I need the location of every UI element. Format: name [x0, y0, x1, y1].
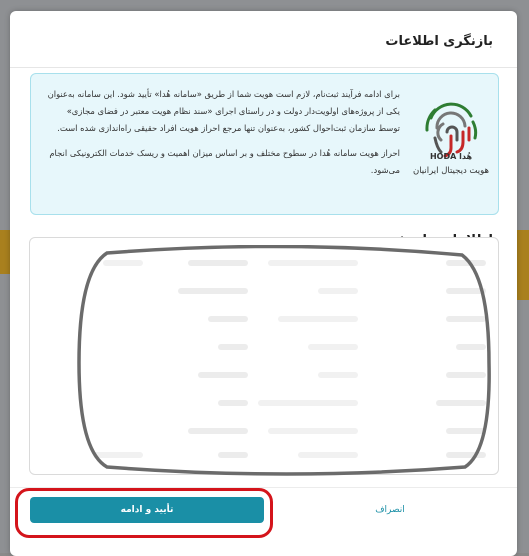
- title-divider: [10, 67, 517, 68]
- entered-info-table: [29, 237, 499, 475]
- review-dialog: [10, 11, 517, 556]
- redacted-label: [218, 400, 248, 406]
- logo-wordmark: [411, 152, 491, 161]
- redacted-label: [208, 316, 248, 322]
- redacted-label: [446, 372, 486, 378]
- redacted-value: [258, 400, 358, 406]
- redacted-label: [218, 344, 248, 350]
- redacted-label: [436, 400, 486, 406]
- table-row: [30, 310, 498, 334]
- redacted-value: [93, 452, 143, 458]
- confirm-and-continue-button[interactable]: تأیید و ادامه: [30, 497, 264, 523]
- logo-wordmark-fa: هُدا: [459, 152, 473, 161]
- hoda-info-box: [30, 73, 499, 215]
- redacted-value: [268, 260, 358, 266]
- table-row: [30, 282, 498, 306]
- footer-divider: [10, 487, 517, 488]
- cancel-button[interactable]: انصراف: [375, 505, 405, 515]
- redacted-label: [188, 260, 248, 266]
- redacted-label: [188, 428, 248, 434]
- redacted-label: [178, 288, 248, 294]
- redacted-label: [446, 260, 486, 266]
- redacted-value: [318, 288, 358, 294]
- redacted-label: [446, 316, 486, 322]
- info-paragraph-1: برای ادامه فرآیند ثبت‌نام، لازم است هویت شما از طریق «سامانه هُدا» تأیید شود. این سامانه به‌عنوان یکی از پروژه‌های اولویت‌دار دولت و در راستای اجرای «سند نظام هویت معتبر در فضای مجازی» توسط سازمان ثبت‌احوال کشور، به‌عنوان تنها مرجع احراز هویت افراد حقیقی راه‌اندازی شده است.: [47, 89, 400, 133]
- redacted-label: [446, 428, 486, 434]
- background-warning-left: [0, 230, 10, 274]
- table-row: [30, 338, 498, 362]
- table-row: [30, 254, 498, 278]
- logo-wordmark-latin: HODA: [429, 152, 457, 161]
- info-paragraph-2: احراز هویت سامانه هُدا در سطوح مختلف و بر اساس میزان اهمیت و ریسک خدمات الکترونیکی انجام می‌شود.: [49, 148, 400, 175]
- table-row: [30, 394, 498, 418]
- redacted-label: [198, 372, 248, 378]
- background-warning-right: [517, 230, 529, 300]
- redacted-value: [298, 452, 358, 458]
- redacted-value: [103, 260, 143, 266]
- redacted-value: [318, 372, 358, 378]
- logo-caption: هویت دیجیتال ایرانیان: [412, 166, 490, 176]
- redacted-label: [456, 344, 486, 350]
- table-row: [30, 446, 498, 470]
- hoda-logo: [411, 88, 491, 204]
- redacted-value: [278, 316, 358, 322]
- redacted-value: [268, 428, 358, 434]
- redacted-value: [308, 344, 358, 350]
- table-row: [30, 422, 498, 446]
- table-row: [30, 366, 498, 390]
- redacted-label: [218, 452, 248, 458]
- dialog-title: بازنگری اطلاعات: [385, 34, 493, 49]
- redacted-label: [446, 452, 486, 458]
- info-text: [45, 86, 400, 179]
- redacted-label: [446, 288, 486, 294]
